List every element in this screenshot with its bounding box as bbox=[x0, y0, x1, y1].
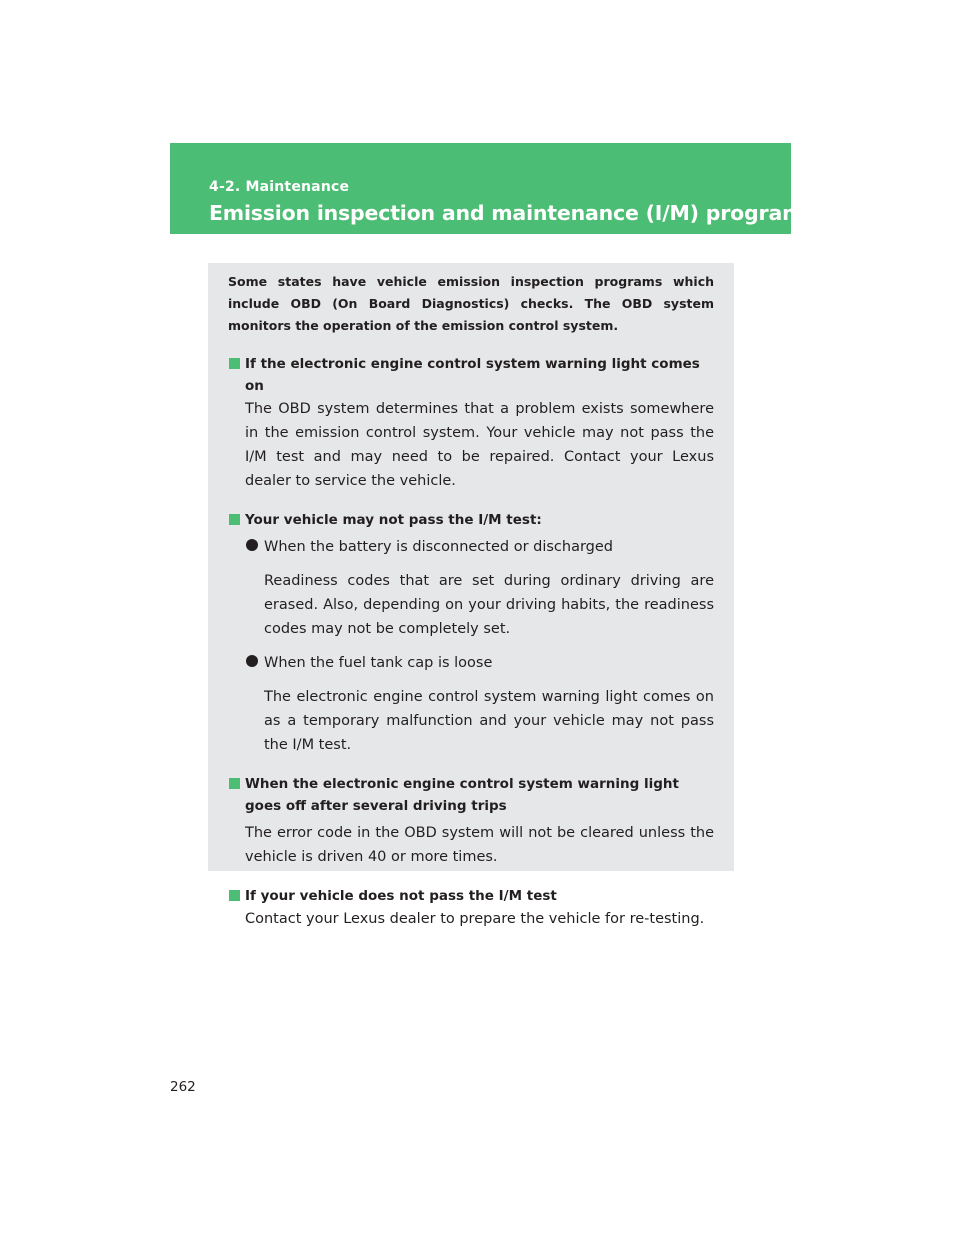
bullet-item bbox=[228, 651, 714, 675]
section-label: 4-2. Maintenance bbox=[209, 179, 350, 195]
square-bullet-icon bbox=[229, 778, 240, 789]
section-body: The error code in the OBD system will not be cleared unless the vehicle is driven 40 or more times. bbox=[245, 825, 714, 865]
page-number: 262 bbox=[170, 1079, 196, 1095]
page-title: Emission inspection and maintenance (I/M) programs bbox=[209, 201, 816, 225]
square-bullet-icon bbox=[229, 358, 240, 369]
bullet-item bbox=[228, 535, 714, 559]
bullet-description: Readiness codes that are set during ordinary driving are erased. Also, depending on your driving habits, the readiness codes may not be completely set. bbox=[264, 573, 714, 637]
circle-bullet-icon bbox=[246, 539, 258, 551]
square-bullet-icon bbox=[229, 514, 240, 525]
section-warning-light-on bbox=[228, 353, 714, 493]
section-heading: If the electronic engine control system warning light comes on bbox=[245, 356, 700, 394]
section-may-not-pass bbox=[228, 509, 714, 757]
section-body: Contact your Lexus dealer to prepare the vehicle for re-testing. bbox=[245, 911, 705, 927]
square-bullet-icon bbox=[229, 890, 240, 901]
bullet-title: When the battery is disconnected or discharged bbox=[264, 539, 614, 555]
intro-text: Some states have vehicle emission inspection programs which include OBD (On Board Diagnostics) checks. The OBD system monitors the operation of the emission control system. bbox=[228, 274, 714, 333]
section-body: The OBD system determines that a problem exists somewhere in the emission control system. Your vehicle may not pass the I/M test and may need to be repaired. Contact your Lexus dealer to service the vehicle. bbox=[245, 401, 714, 489]
section-heading: If your vehicle does not pass the I/M test bbox=[245, 888, 557, 904]
circle-bullet-icon bbox=[246, 655, 258, 667]
bullet-title: When the fuel tank cap is loose bbox=[264, 655, 493, 671]
info-panel bbox=[208, 263, 734, 927]
section-heading: Your vehicle may not pass the I/M test: bbox=[245, 512, 542, 528]
bullet-description: The electronic engine control system warning light comes on as a temporary malfunction and your vehicle may not pass the I/M test. bbox=[264, 689, 714, 753]
section-heading: When the electronic engine control system warning light goes off after several driving trips bbox=[245, 776, 679, 814]
section-does-not-pass bbox=[228, 885, 714, 931]
section-warning-light-off bbox=[228, 773, 714, 869]
section-header-bar bbox=[170, 143, 816, 234]
